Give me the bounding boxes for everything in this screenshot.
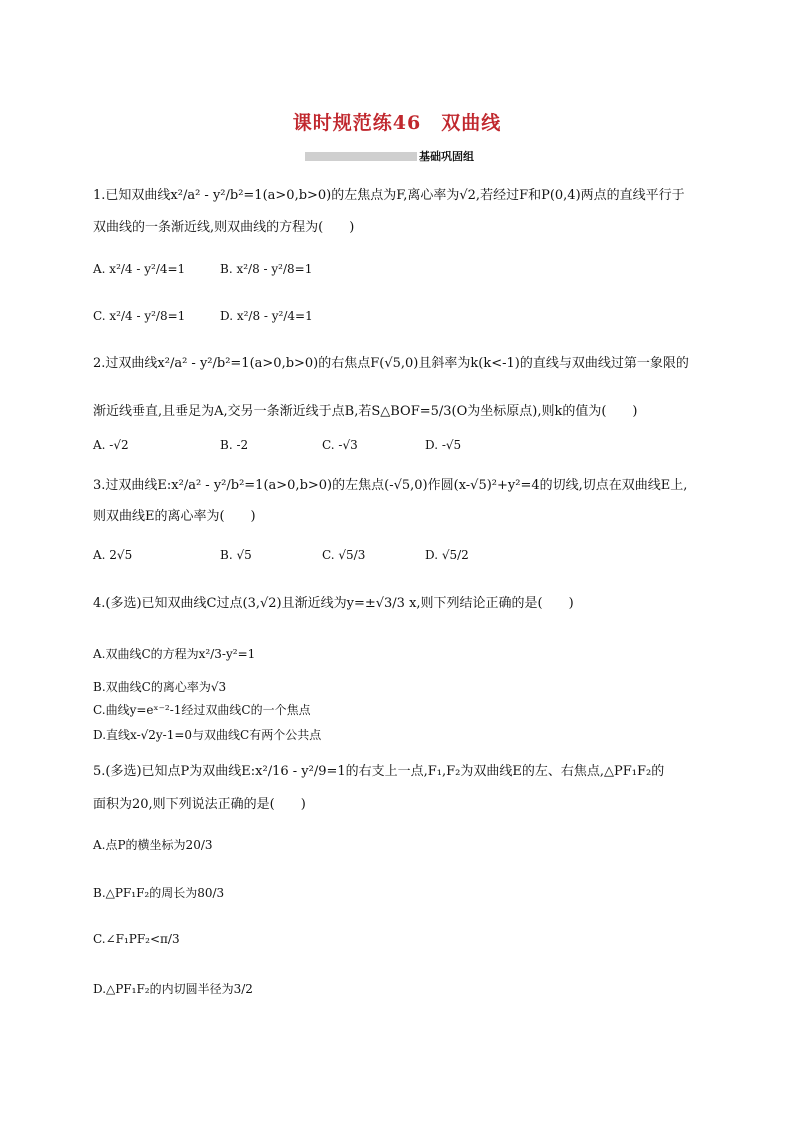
page-title: 课时规范练46 双曲线 xyxy=(292,112,502,134)
q3-option-a: A. 2√5 xyxy=(93,548,133,562)
q5-option-a: A.点P的横坐标为20/3 xyxy=(93,838,213,852)
q5-option-b: B.△PF₁F₂的周长为80/3 xyxy=(93,886,225,900)
q5-line1: 5.(多选)已知点P为双曲线E:x²/16 - y²/9=1的右支上一点,F₁,F₂为双曲线E的左、右焦点,△PF₁F₂的 xyxy=(93,764,665,779)
section-header xyxy=(305,150,474,162)
q1-option-b: B. x²/8 - y²/8=1 xyxy=(220,262,313,276)
q2-line2: 渐近线垂直,且垂足为A,交另一条渐近线于点B,若S△BOF=5/3(O为坐标原点),则k的值为( ) xyxy=(93,404,638,419)
q5-option-d: D.△PF₁F₂的内切圆半径为3/2 xyxy=(93,982,253,996)
q4-option-d: D.直线x-√2y-1=0与双曲线C有两个公共点 xyxy=(93,728,322,742)
q1-line2: 双曲线的一条渐近线,则双曲线的方程为( ) xyxy=(93,220,355,235)
q3-line1: 3.过双曲线E:x²/a² - y²/b²=1(a>0,b>0)的左焦点(-√5,0)作圆(x-√5)²+y²=4的切线,切点在双曲线E上, xyxy=(93,478,688,493)
q4-option-b: B.双曲线C的离心率为√3 xyxy=(93,680,227,694)
q4-option-a: A.双曲线C的方程为x²/3-y²=1 xyxy=(93,647,256,661)
q2-option-d: D. -√5 xyxy=(425,438,462,452)
q1-option-a: A. x²/4 - y²/4=1 xyxy=(93,262,186,276)
q1-option-c: C. x²/4 - y²/8=1 xyxy=(93,309,186,323)
q3-line2: 则双曲线E的离心率为( ) xyxy=(93,509,256,524)
q1-line1: 1.已知双曲线x²/a² - y²/b²=1(a>0,b>0)的左焦点为F,离心率为√2,若经过F和P(0,4)两点的直线平行于 xyxy=(93,188,685,203)
q5-line2: 面积为20,则下列说法正确的是( ) xyxy=(93,797,306,812)
q2-option-c: C. -√3 xyxy=(322,438,358,452)
q3-option-b: B. √5 xyxy=(220,548,252,562)
q4-option-c: C.曲线y=eˣ⁻²-1经过双曲线C的一个焦点 xyxy=(93,703,311,717)
section-label: 基础巩固组 xyxy=(419,150,474,163)
q2-option-b: B. -2 xyxy=(220,438,249,452)
q2-line1: 2.过双曲线x²/a² - y²/b²=1(a>0,b>0)的右焦点F(√5,0)且斜率为k(k<-1)的直线与双曲线过第一象限的 xyxy=(93,356,689,371)
q3-option-c: C. √5/3 xyxy=(322,548,366,562)
q3-option-d: D. √5/2 xyxy=(425,548,469,562)
section-bar xyxy=(305,152,417,161)
q2-option-a: A. -√2 xyxy=(93,438,129,452)
q5-option-c: C.∠F₁PF₂<π/3 xyxy=(93,932,180,946)
q1-option-d: D. x²/8 - y²/4=1 xyxy=(220,309,313,323)
q4-line1: 4.(多选)已知双曲线C过点(3,√2)且渐近线为y=±√3/3 x,则下列结论正确的是( ) xyxy=(93,596,574,611)
